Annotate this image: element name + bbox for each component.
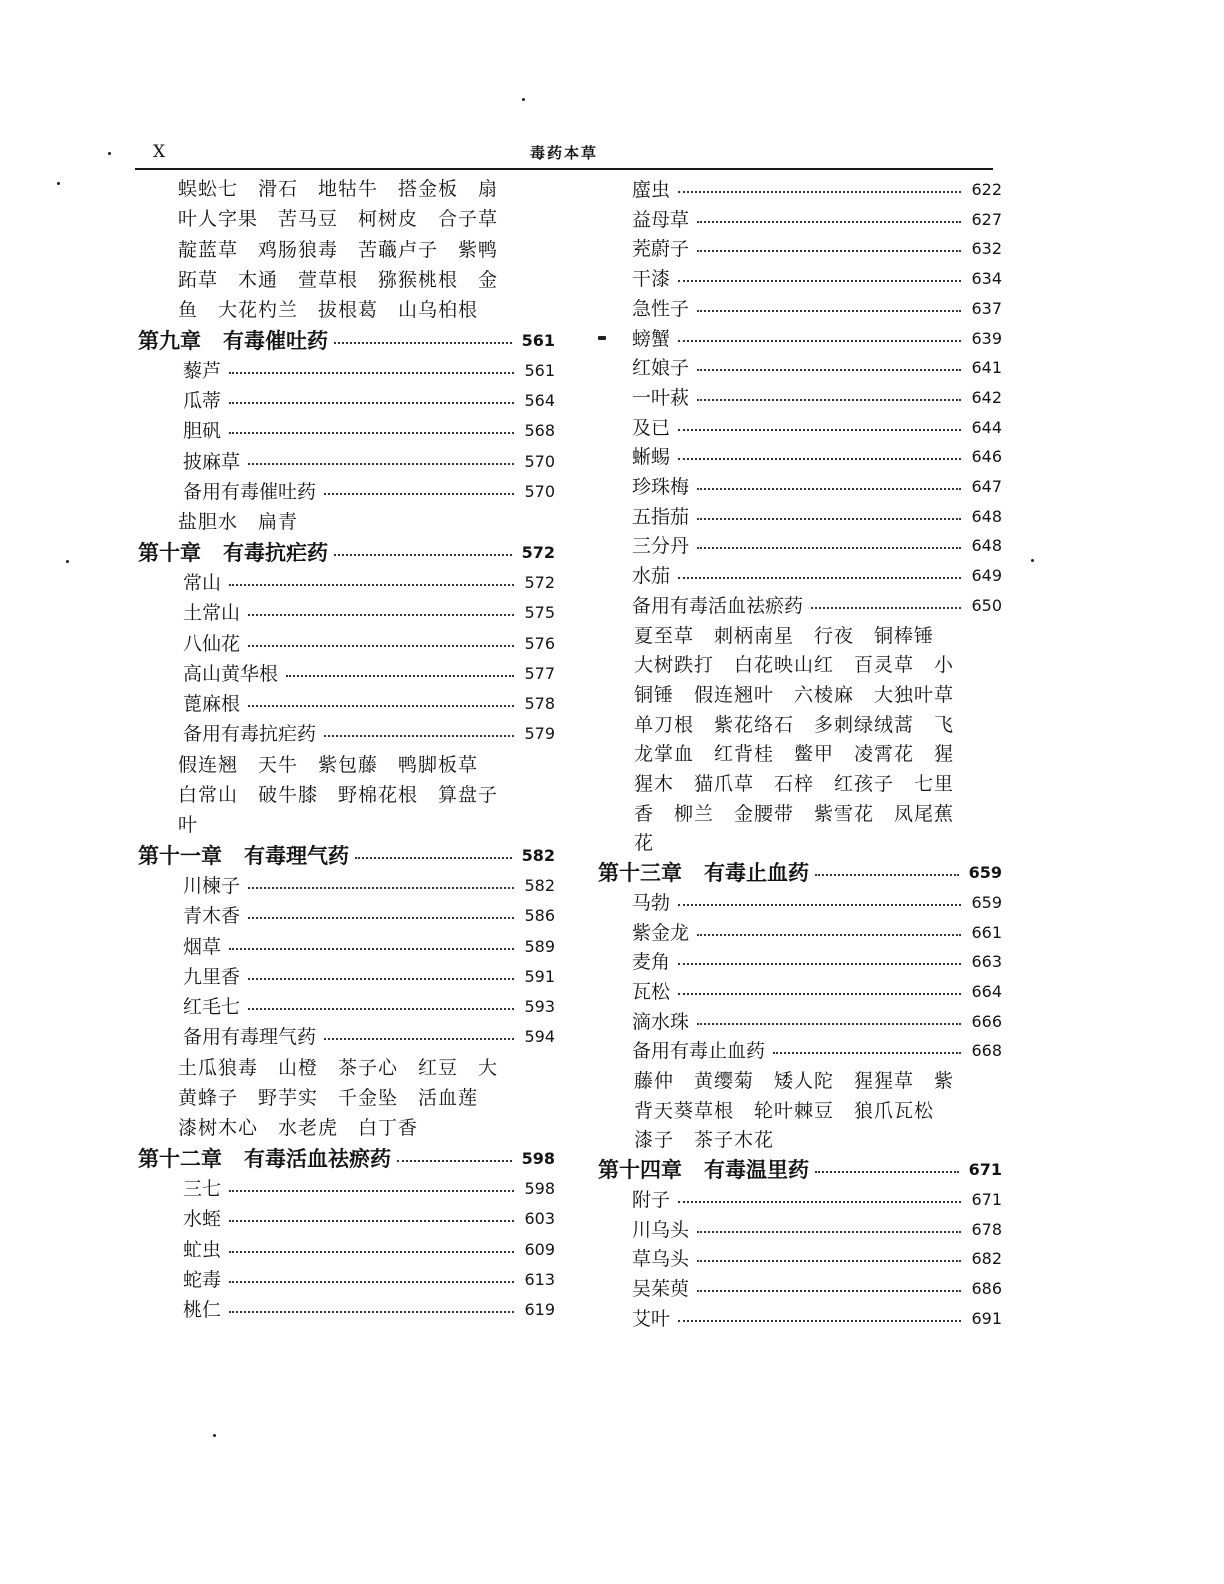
page-number-ref: 561 <box>521 330 555 350</box>
toc-text-line: 藤仲 黄缨菊 矮人陀 猩猩草 紫 <box>634 1070 955 1092</box>
toc-text-line: 跖草 木通 萱草根 猕猴桃根 金 <box>178 268 499 291</box>
page-number-ref: 593 <box>524 997 555 1017</box>
page-number-ref: 641 <box>971 358 1002 378</box>
toc-entry-line <box>183 477 555 507</box>
toc-text-line: 漆树木心 水老虎 白丁香 <box>178 1117 419 1140</box>
entry-name: 艾叶 <box>632 1307 671 1330</box>
toc-entry-line <box>632 413 1002 443</box>
toc-entry-line <box>632 472 1002 502</box>
leader-dots <box>815 1171 959 1173</box>
entry-name: 备用有毒理气药 <box>183 1026 317 1049</box>
scan-speck <box>57 182 60 185</box>
chapter-title: 有毒温里药 <box>704 1157 809 1183</box>
entry-name: 滴水珠 <box>632 1010 690 1033</box>
entry-name: 吴茱萸 <box>632 1277 690 1300</box>
page-number-ref: 603 <box>524 1209 555 1229</box>
entry-name: 一叶萩 <box>632 386 690 409</box>
leader-dots <box>229 1251 514 1253</box>
leader-dots <box>678 280 961 282</box>
entry-name: 藜芦 <box>183 359 222 382</box>
chapter-number: 第十二章 <box>138 1145 222 1171</box>
leader-dots <box>229 1190 514 1192</box>
leader-dots <box>697 934 961 936</box>
toc-text-line: 花 <box>634 832 655 855</box>
scan-speck <box>598 336 606 340</box>
leader-dots <box>286 675 514 677</box>
chapter-number: 第十章 <box>138 539 201 565</box>
page-number-ref: 648 <box>971 506 1002 526</box>
entry-name: 珍珠梅 <box>632 476 690 498</box>
entry-name: 红娘子 <box>632 357 690 380</box>
page-number-ref: 561 <box>524 360 555 380</box>
page-number-ref: 598 <box>521 1148 555 1168</box>
page-number-ref: 609 <box>524 1239 555 1259</box>
toc-text-line: 夏至草 刺柄南星 行夜 铜棒锤 <box>634 624 935 647</box>
page-number-ref: 589 <box>524 936 555 956</box>
entry-name: 附子 <box>632 1188 671 1211</box>
toc-entry-line <box>183 1265 555 1295</box>
toc-entry-line <box>632 353 1002 383</box>
toc-text-line: 叶人字果 苦马豆 柯树皮 合子草 <box>178 208 499 231</box>
page-number-ref: 668 <box>971 1041 1002 1061</box>
toc-entry-line <box>183 932 555 962</box>
toc-entry-line <box>632 1215 1002 1245</box>
scan-speck <box>1031 559 1034 562</box>
leader-dots <box>697 310 961 312</box>
toc-entry-line <box>183 962 555 992</box>
page-number-ref: 579 <box>524 724 555 744</box>
chapter-number: 第十三章 <box>598 860 682 886</box>
scan-speck <box>522 98 525 101</box>
entry-name: 烟草 <box>183 935 222 958</box>
page-number-ref: 578 <box>524 694 555 714</box>
entry-name: 五指茄 <box>632 505 690 528</box>
leader-dots <box>334 554 512 556</box>
toc-entry-line <box>183 689 555 719</box>
toc-entry-line <box>632 1036 1002 1066</box>
page-number-ref: 575 <box>524 603 555 623</box>
leader-dots <box>678 1201 961 1203</box>
page-number-ref: 637 <box>971 298 1002 318</box>
entry-name: 青木香 <box>183 905 241 928</box>
entry-name: 桃仁 <box>183 1299 222 1322</box>
leader-dots <box>678 993 961 995</box>
entry-name: 备用有毒抗疟药 <box>183 723 317 746</box>
toc-entry-line <box>632 918 1002 948</box>
page-number-ref: 659 <box>968 863 1002 883</box>
toc-text-line: 蜈蚣七 滑石 地牯牛 搭金板 扇 <box>178 178 499 200</box>
toc-text-line: 猩木 猫爪草 石梓 红孩子 七里 <box>634 773 955 795</box>
entry-name: 三分丹 <box>632 535 690 558</box>
page-number-ref: 691 <box>971 1308 1002 1328</box>
entry-name: 川乌头 <box>632 1218 690 1241</box>
leader-dots <box>678 458 961 460</box>
page-number-ref: 644 <box>971 417 1002 437</box>
toc-text-line: 香 柳兰 金腰带 紫雪花 凤尾蕉 <box>634 802 955 825</box>
leader-dots <box>248 978 514 980</box>
toc-entry-line <box>183 992 555 1022</box>
toc-text-line: 漆子 茶子木花 <box>634 1129 775 1152</box>
entry-name: 䗪虫 <box>632 179 671 201</box>
page-number-ref: 634 <box>971 269 1002 289</box>
toc-entry-line <box>632 591 1002 621</box>
leader-dots <box>697 399 961 401</box>
leader-dots <box>697 488 961 490</box>
toc-entry-line <box>632 1244 1002 1274</box>
toc-entry-line <box>632 234 1002 264</box>
toc-entry-line <box>183 1174 555 1204</box>
toc-chapter-line <box>598 858 1002 888</box>
leader-dots <box>248 705 514 707</box>
toc-text-line: 鱼 大花杓兰 拔根葛 山乌桕根 <box>178 299 479 322</box>
toc-entry-line <box>632 561 1002 591</box>
leader-dots <box>678 429 961 431</box>
entry-name: 马勃 <box>632 891 671 914</box>
page-number-ref: 650 <box>971 595 1002 615</box>
toc-entry-line <box>632 383 1002 413</box>
leader-dots <box>248 645 514 647</box>
toc-entry-line <box>632 294 1002 324</box>
leader-dots <box>229 402 514 404</box>
entry-name: 常山 <box>183 571 222 594</box>
toc-entry-line <box>632 1274 1002 1304</box>
leader-dots <box>229 584 514 586</box>
leader-dots <box>773 1052 961 1054</box>
toc-entry-line <box>183 901 555 931</box>
chapter-title: 有毒活血祛瘀药 <box>244 1145 391 1171</box>
toc-entry-line <box>183 719 555 749</box>
page-number-ref: 582 <box>521 845 555 865</box>
entry-name: 茺蔚子 <box>632 238 690 261</box>
page-number-ref: 564 <box>524 391 555 411</box>
toc-chapter-line <box>138 538 555 568</box>
page-number-ref: 594 <box>524 1027 555 1047</box>
entry-name: 虻虫 <box>183 1238 222 1261</box>
toc-text-line: 龙掌血 红背桂 鳖甲 凌霄花 猩 <box>634 743 955 766</box>
leader-dots <box>229 1281 514 1283</box>
page-number-ref: 570 <box>524 482 555 501</box>
entry-name: 紫金龙 <box>632 921 690 944</box>
leader-dots <box>697 1023 961 1025</box>
entry-name: 瓦松 <box>632 980 671 1003</box>
page-number-ref: 586 <box>524 906 555 926</box>
page-number-ref: 678 <box>971 1219 1002 1239</box>
entry-name: 高山黄华根 <box>183 662 279 685</box>
toc-chapter-line <box>138 841 555 871</box>
toc-entry-line <box>632 442 1002 472</box>
page-number-ref: 572 <box>524 572 555 592</box>
leader-dots <box>334 342 512 344</box>
leader-dots <box>697 1260 961 1262</box>
toc-entry-line <box>183 1235 555 1265</box>
toc-entry-line <box>183 871 555 901</box>
leader-dots <box>248 887 514 889</box>
entry-name: 川楝子 <box>183 874 241 897</box>
toc-entry-line <box>183 416 555 446</box>
leader-dots <box>229 1220 514 1222</box>
toc-entry-line <box>183 356 555 386</box>
page-number-ref: 570 <box>524 451 555 471</box>
chapter-number: 第十一章 <box>138 842 222 868</box>
chapter-number: 第十四章 <box>598 1157 682 1183</box>
page-number-ref: 591 <box>524 966 555 986</box>
entry-name: 八仙花 <box>183 632 241 655</box>
page-number-ref: 659 <box>971 892 1002 912</box>
page-number-ref: 671 <box>971 1189 1002 1209</box>
page-number-ref: 648 <box>971 536 1002 556</box>
toc-chapter-line <box>598 1155 1002 1185</box>
leader-dots <box>697 369 961 371</box>
entry-name: 蛇毒 <box>183 1268 222 1291</box>
toc-chapter-line <box>138 1144 555 1174</box>
leader-dots <box>811 607 961 609</box>
running-title: 毒药本草 <box>529 144 598 162</box>
leader-dots <box>248 614 514 616</box>
leader-dots <box>324 735 514 737</box>
leader-dots <box>697 221 961 223</box>
page-number-ref: 686 <box>971 1278 1002 1298</box>
scan-speck <box>66 560 69 563</box>
page-number-ref: 666 <box>971 1011 1002 1031</box>
page-number-ref: 622 <box>971 180 1002 199</box>
page-number-ref: 671 <box>968 1160 1002 1180</box>
toc-text-line: 铜锤 假连翘叶 六棱麻 大独叶草 <box>634 683 955 706</box>
page-number-ref: 582 <box>524 875 555 895</box>
leader-dots <box>697 1290 961 1292</box>
entry-name: 水蛭 <box>183 1208 222 1231</box>
entry-name: 急性子 <box>632 297 690 320</box>
page-number-ref: 572 <box>521 542 555 562</box>
entry-name: 麦角 <box>632 951 671 974</box>
chapter-title: 有毒理气药 <box>244 842 349 868</box>
entry-name: 螃蟹 <box>632 327 671 350</box>
entry-name: 备用有毒止血药 <box>632 1040 766 1063</box>
toc-entry-line <box>183 568 555 598</box>
leader-dots <box>229 948 514 950</box>
toc-text-line: 大树跌打 白花映山红 百灵草 小 <box>634 654 955 677</box>
page-number-ref: 682 <box>971 1249 1002 1269</box>
leader-dots <box>697 250 961 252</box>
entry-name: 备用有毒催吐药 <box>183 481 317 503</box>
toc-entry-line <box>632 1304 1002 1334</box>
entry-name: 蜥蜴 <box>632 446 671 469</box>
leader-dots <box>678 1320 961 1322</box>
leader-dots <box>324 1038 514 1040</box>
leader-dots <box>678 340 961 342</box>
entry-name: 土常山 <box>183 602 241 625</box>
toc-entry-line <box>183 1204 555 1234</box>
leader-dots <box>248 463 514 465</box>
entry-name: 益母草 <box>632 208 690 231</box>
toc-entry-line <box>183 1295 555 1325</box>
leader-dots <box>678 963 961 965</box>
leader-dots <box>229 372 514 374</box>
page-number-ref: 647 <box>971 477 1002 496</box>
entry-name: 蓖麻根 <box>183 693 241 716</box>
leader-dots <box>324 493 514 495</box>
page-number-ref: 619 <box>524 1300 555 1320</box>
page-number-ref: 661 <box>971 922 1002 942</box>
toc-text-line: 盐胆水 扁青 <box>178 511 299 534</box>
leader-dots <box>229 1311 514 1313</box>
chapter-number: 第九章 <box>138 327 201 353</box>
leader-dots <box>397 1160 512 1162</box>
entry-name: 胆矾 <box>183 420 222 443</box>
toc-text-line: 土瓜狼毒 山橙 茶子心 红豆 大 <box>178 1056 499 1079</box>
leader-dots <box>248 1008 514 1010</box>
toc-text-line: 叶 <box>178 814 199 837</box>
toc-text-line: 单刀根 紫花络石 多刺绿绒蒿 飞 <box>634 713 955 736</box>
page-number-ref: 598 <box>524 1178 555 1198</box>
toc-entry-line <box>632 264 1002 294</box>
page-number-ref: 632 <box>971 239 1002 259</box>
page-number-ref: 613 <box>524 1269 555 1289</box>
page-number-ref: 646 <box>971 447 1002 467</box>
page-number-ref: 639 <box>971 328 1002 348</box>
entry-name: 三七 <box>183 1177 222 1200</box>
entry-name: 瓜蒂 <box>183 390 222 413</box>
toc-entry-line <box>632 1185 1002 1215</box>
toc-entry-line <box>632 531 1002 561</box>
toc-entry-line <box>632 175 1002 205</box>
toc-entry-line <box>183 386 555 416</box>
toc-entry-line <box>632 502 1002 532</box>
chapter-title: 有毒催吐药 <box>223 327 328 353</box>
toc-entry-line <box>183 659 555 689</box>
entry-name: 九里香 <box>183 965 241 988</box>
toc-chapter-line <box>138 326 555 356</box>
toc-entry-line <box>183 629 555 659</box>
toc-text-line: 背天葵草根 轮叶棘豆 狼爪瓦松 <box>634 1099 935 1122</box>
page-number-ref: 627 <box>971 209 1002 229</box>
toc-text-line: 黄蜂子 野芋实 千金坠 活血莲 <box>178 1087 479 1109</box>
leader-dots <box>697 518 961 520</box>
leader-dots <box>678 577 961 579</box>
toc-entry-line <box>632 1007 1002 1037</box>
leader-dots <box>697 547 961 549</box>
page-number-ref: 642 <box>971 387 1002 407</box>
header-rule <box>135 168 993 170</box>
leader-dots <box>678 904 961 906</box>
scan-speck <box>108 152 111 155</box>
toc-entry-line <box>632 947 1002 977</box>
leader-dots <box>229 432 514 434</box>
page-number-ref: 576 <box>524 633 555 653</box>
page-number-ref: 664 <box>971 981 1002 1001</box>
page-number-ref: 568 <box>524 421 555 441</box>
toc-entry-line <box>183 1022 555 1052</box>
chapter-title: 有毒止血药 <box>704 860 809 886</box>
chapter-title: 有毒抗疟药 <box>223 539 328 565</box>
entry-name: 干漆 <box>632 268 671 291</box>
entry-name: 水茄 <box>632 565 671 588</box>
toc-entry-line <box>183 447 555 477</box>
toc-entry-line <box>632 888 1002 918</box>
toc-text-line: 靛蓝草 鸡肠狼毒 苦蘵卢子 紫鸭 <box>178 238 499 261</box>
page-header <box>135 142 993 166</box>
toc-entry-line <box>183 598 555 628</box>
leader-dots <box>355 857 512 859</box>
page-number-ref: 577 <box>524 663 555 683</box>
leader-dots <box>815 874 959 876</box>
entry-name: 备用有毒活血祛瘀药 <box>632 594 804 617</box>
leader-dots <box>678 191 961 193</box>
entry-name: 披麻草 <box>183 450 241 473</box>
toc-text-line: 假连翘 天牛 紫包藤 鸭脚板草 <box>178 753 479 776</box>
page-number-ref: 663 <box>971 952 1002 972</box>
toc-text-line: 白常山 破牛膝 野棉花根 算盘子 <box>178 784 499 806</box>
page-number: X <box>153 142 166 162</box>
leader-dots <box>697 1231 961 1233</box>
scan-speck <box>213 1434 216 1437</box>
toc-entry-line <box>632 205 1002 235</box>
entry-name: 草乌头 <box>632 1248 690 1271</box>
entry-name: 及已 <box>632 416 671 439</box>
leader-dots <box>248 917 514 919</box>
toc-entry-line <box>632 977 1002 1007</box>
entry-name: 红毛七 <box>183 996 241 1019</box>
page-number-ref: 649 <box>971 566 1002 586</box>
toc-entry-line <box>632 324 1002 354</box>
